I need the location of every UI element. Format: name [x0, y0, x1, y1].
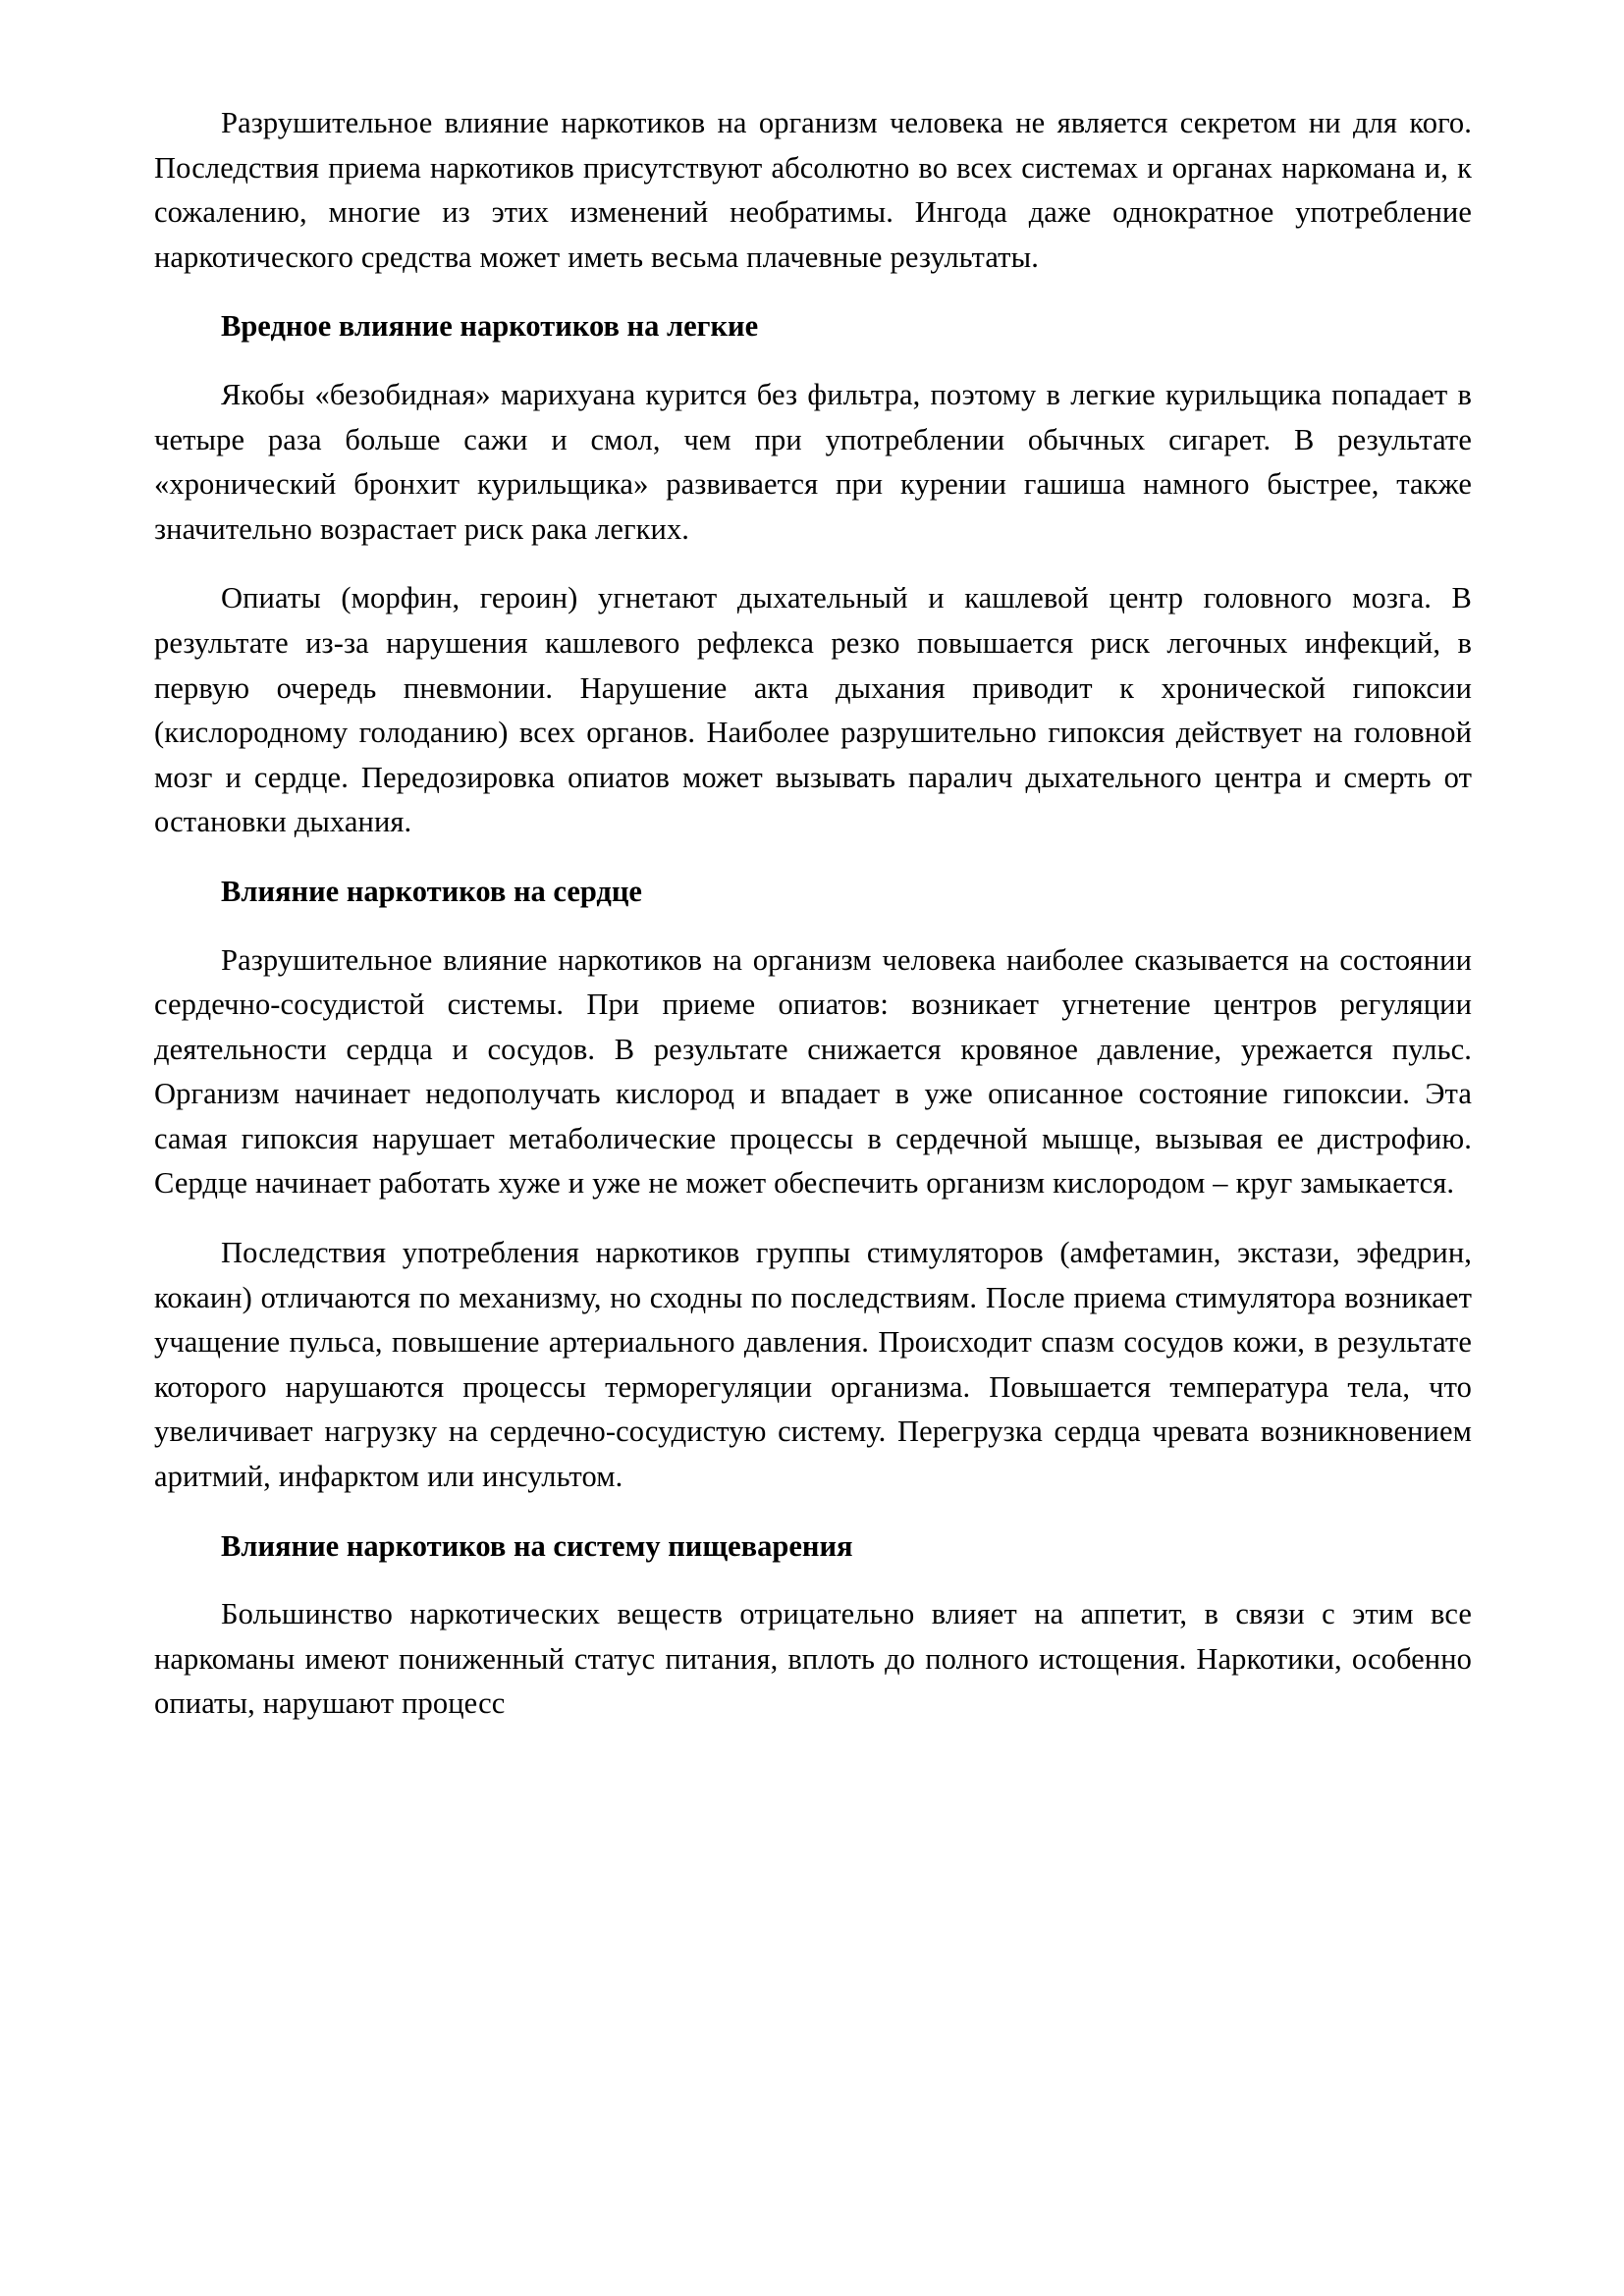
paragraph-intro: Разрушительное влияние наркотиков на организм человека не является секретом ни для кого. Последствия приема наркотиков присутствуют абсолютно во всех системах и органах наркомана и, к сожалению, многие из этих изменений необратимы. Ингода даже однократное употребление наркотического средства может иметь весьма плачевные результаты.	[154, 106, 1472, 274]
paragraph-heart-stimulants: Последствия употребления наркотиков группы стимуляторов (амфетамин, экстази, эфедрин, кокаин) отличаются по механизму, но сходны по последствиям. После приема стимулятора возникает учащение пульса, повышение артериального давления. Происходит спазм сосудов кожи, в результате которого нарушаются процессы терморегуляции организма. Повышается температура тела, что увеличивает нагрузку на сердечно-сосудистую систему. Перегрузка сердца чревата возникновением аритмий, инфарктом или инсультом.	[154, 1236, 1472, 1494]
paragraph-lungs-marijuana: Якобы «безобидная» марихуана курится без фильтра, поэтому в легкие курильщика попадает в четыре раза больше сажи и смол, чем при употреблении обычных сигарет. В результате «хронический бронхит курильщика» развивается при курении гашиша намного быстрее, также значительно возрастает риск рака легких.	[154, 377, 1472, 546]
heading-heart: Влияние наркотиков на сердце	[221, 874, 642, 908]
document-body	[154, 101, 1472, 1751]
paragraph-lungs-opiates: Опиаты (морфин, героин) угнетают дыхательный и кашлевой центр головного мозга. В результате из-за нарушения кашлевого рефлекса резко повышается риск легочных инфекций, в первую очередь пневмонии. Нарушение акта дыхания приводит к хронической гипоксии (кислородному голоданию) всех органов. Наиболее разрушительно гипоксия действует на головной мозг и сердце. Передозировка опиатов может вызывать паралич дыхательного центра и смерть от остановки дыхания.	[154, 581, 1472, 839]
heading-digestion: Влияние наркотиков на систему пищеварения	[221, 1528, 853, 1563]
paragraph-digestion-appetite: Большинство наркотических веществ отрицательно влияет на аппетит, в связи с этим все наркоманы имеют пониженный статус питания, вплоть до полного истощения. Наркотики, особенно опиаты, нарушают процесс	[154, 1597, 1472, 1721]
paragraph-heart-opiates: Разрушительное влияние наркотиков на организм человека наиболее сказывается на состоянии сердечно-сосудистой системы. При приеме опиатов: возникает угнетение центров регуляции деятельности сердца и сосудов. В результате снижается кровяное давление, урежается пульс. Организм начинает недополучать кислород и впадает в уже описанное состояние гипоксии. Эта самая гипоксия нарушает метаболические процессы в сердечной мышце, вызывая ее дистрофию. Сердце начинает работать хуже и уже не может обеспечить организм кислородом – круг замыкается.	[154, 942, 1472, 1201]
heading-lungs: Вредное влияние наркотиков на легкие	[221, 309, 759, 344]
